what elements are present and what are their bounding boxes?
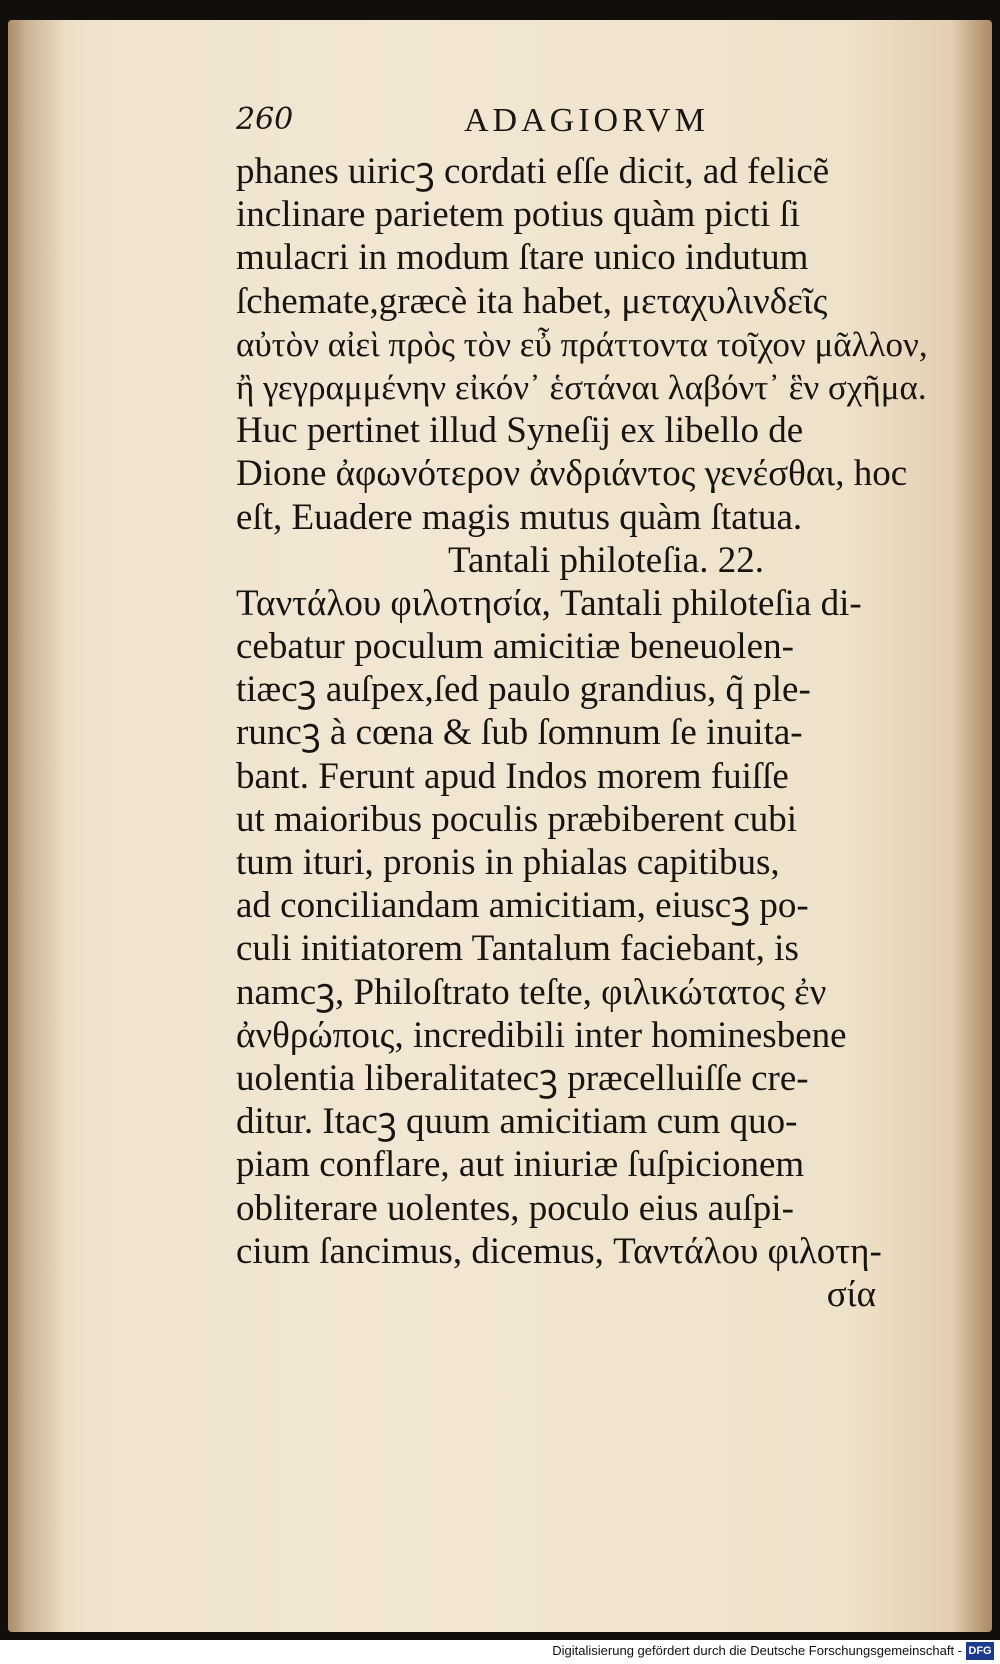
text-line: eſt, Euadere magis mutus quàm ſtatua. xyxy=(236,496,803,538)
page-header xyxy=(236,102,796,152)
text-line: Ταντάλου φιλοτησία, Tantali philoteſia di- xyxy=(236,582,862,624)
text-line: αὐτὸν αἰεὶ πρὸς τὸν εὖ πράττοντα τοῖχον μᾶλλον, xyxy=(236,324,928,364)
text-line: namcꝫ, Philoſtrato teſte, φιλικώτατος ἐν xyxy=(236,971,827,1013)
footer-bar xyxy=(0,1640,1000,1664)
text-line: ἀνθρώποις, incredibili inter hominesbene xyxy=(236,1014,847,1056)
dfg-logo: DFG xyxy=(966,1642,994,1660)
text-line: ditur. Itacꝫ quum amicitiam cum quo- xyxy=(236,1101,798,1143)
catchword: σία xyxy=(826,1273,876,1315)
text-line: ad conciliandam amicitiam, eiuscꝫ po- xyxy=(236,885,809,927)
text-block xyxy=(236,150,936,1316)
text-line: bant. Ferunt apud Indos morem fuiſſe xyxy=(236,755,789,797)
text-line: ἢ γεγραμμένην εἰκόν᾽ ἑστάναι λαβόντ᾽ ἓν σχῆμα. xyxy=(236,367,927,407)
section-heading: Tantali philoteſia. 22. xyxy=(448,539,764,581)
funding-credit: Digitalisierung gefördert durch die Deutsche Forschungsgemeinschaft - xyxy=(552,1643,962,1658)
text-line: runcꝫ à cœna & ſub ſomnum ſe inuita- xyxy=(236,712,803,754)
text-line: mulacri in modum ſtare unico indutum xyxy=(236,237,809,279)
text-line: piam conflare, aut iniuriæ ſuſpicionem xyxy=(236,1144,805,1186)
text-line: cium ſancimus, dicemus, Ταντάλου φιλοτη- xyxy=(236,1230,882,1272)
text-line: ſchemate,græcè ita habet, μεταχυλινδεῖς xyxy=(236,280,828,322)
text-line: ut maioribus poculis præbiberent cubi xyxy=(236,798,798,840)
page-number: 260 xyxy=(236,102,294,137)
text-line: Dione ἀφωνότερον ἀνδριάντος γενέσθαι, hoc xyxy=(236,453,908,495)
text-line: Huc pertinet illud Syneſij ex libello de xyxy=(236,410,804,452)
text-line: tiæcꝫ auſpex,ſed paulo grandius, q̃ ple- xyxy=(236,669,811,711)
running-title: ADAGIORVM xyxy=(464,102,709,139)
text-line: tum ituri, pronis in phialas capitibus, xyxy=(236,842,780,883)
text-line: uolentia liberalitatecꝫ præcelluiſſe cre- xyxy=(236,1057,809,1099)
text-line: obliterare uolentes, poculo eius auſpi- xyxy=(236,1187,794,1229)
text-line: phanes uiricꝫ cordati eſſe dicit, ad felicẽ xyxy=(236,151,830,192)
text-line: culi initiatorem Tantalum faciebant, is xyxy=(236,928,799,970)
text-line: cebatur poculum amicitiæ beneuolen- xyxy=(236,626,794,668)
text-line: inclinare parietem potius quàm picti ſi xyxy=(236,194,801,236)
